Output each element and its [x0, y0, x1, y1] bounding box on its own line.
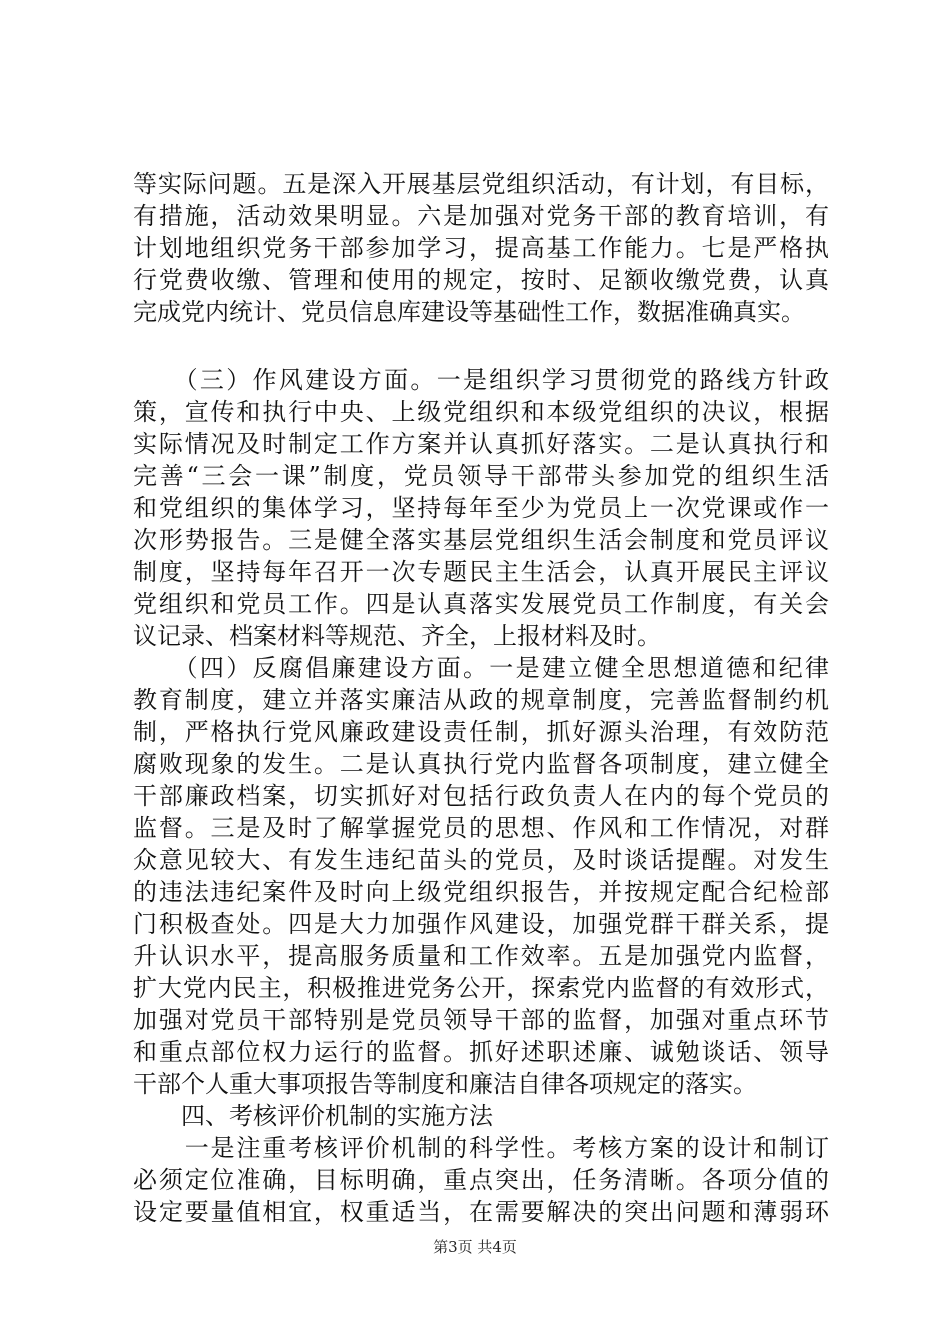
text-line: 的违法违纪案件及时向上级党组织报告，并按规定配合纪检部 [133, 878, 829, 906]
text-line: 和党组织的集体学习，坚持每年至少为党员上一次党课或作一 [133, 494, 829, 522]
text-line: 加强对党员干部特别是党员领导干部的监督，加强对重点环节 [133, 1006, 829, 1034]
text-line: 升认识水平，提高服务质量和工作效率。五是加强党内监督， [133, 942, 829, 970]
paragraph-gap [133, 328, 829, 364]
text-line: 议记录、档案材料等规范、齐全，上报材料及时。 [133, 622, 661, 650]
text-line: 门积极查处。四是大力加强作风建设，加强党群干群关系，提 [133, 910, 829, 938]
page-footer: 第3页 共4页 [433, 1238, 517, 1256]
text-line: （三）作风建设方面。一是组织学习贯彻党的路线方针政 [133, 366, 829, 394]
text-line: 完成党内统计、党员信息库建设等基础性工作，数据准确真实。 [133, 298, 805, 326]
text-line: 次形势报告。三是健全落实基层党组织生活会制度和党员评议 [133, 526, 829, 554]
text-line: 制度，坚持每年召开一次专题民主生活会，认真开展民主评议 [133, 558, 829, 586]
text-line: 腐败现象的发生。二是认真执行党内监督各项制度，建立健全 [133, 750, 829, 778]
text-line: 等实际问题。五是深入开展基层党组织活动，有计划，有目标， [133, 170, 829, 198]
section-heading: 四、考核评价机制的实施方法 [133, 1102, 493, 1130]
document-body [133, 168, 829, 1228]
text-line: 和重点部位权力运行的监督。抓好述职述廉、诚勉谈话、领导 [133, 1038, 829, 1066]
text-line: 党组织和党员工作。四是认真落实发展党员工作制度，有关会 [133, 590, 829, 618]
text-line: 完善“三会一课”制度，党员领导干部带头参加党的组织生活 [133, 462, 829, 490]
text-line: 有措施，活动效果明显。六是加强对党务干部的教育培训，有 [133, 202, 829, 230]
text-line: 教育制度，建立并落实廉洁从政的规章制度，完善监督制约机 [133, 686, 829, 714]
text-line: 行党费收缴、管理和使用的规定，按时、足额收缴党费，认真 [133, 266, 829, 294]
text-line: （四）反腐倡廉建设方面。一是建立健全思想道德和纪律 [133, 654, 829, 682]
text-line: 一是注重考核评价机制的科学性。考核方案的设计和制订 [133, 1134, 829, 1162]
text-line: 扩大党内民主，积极推进党务公开，探索党内监督的有效形式， [133, 974, 829, 1002]
text-line: 策，宣传和执行中央、上级党组织和本级党组织的决议，根据 [133, 398, 829, 426]
text-line: 干部廉政档案，切实抓好对包括行政负责人在内的每个党员的 [133, 782, 829, 810]
text-line: 必须定位准确，目标明确，重点突出，任务清晰。各项分值的 [133, 1166, 829, 1194]
text-line: 设定要量值相宜，权重适当，在需要解决的突出问题和薄弱环 [133, 1198, 829, 1226]
text-line: 实际情况及时制定工作方案并认真抓好落实。二是认真执行和 [133, 430, 829, 458]
text-line: 监督。三是及时了解掌握党员的思想、作风和工作情况，对群 [133, 814, 829, 842]
text-line: 众意见较大、有发生违纪苗头的党员，及时谈话提醒。对发生 [133, 846, 829, 874]
text-line: 干部个人重大事项报告等制度和廉洁自律各项规定的落实。 [133, 1070, 757, 1098]
text-line: 计划地组织党务干部参加学习，提高基工作能力。七是严格执 [133, 234, 829, 262]
text-line: 制，严格执行党风廉政建设责任制，抓好源头治理，有效防范 [133, 718, 829, 746]
